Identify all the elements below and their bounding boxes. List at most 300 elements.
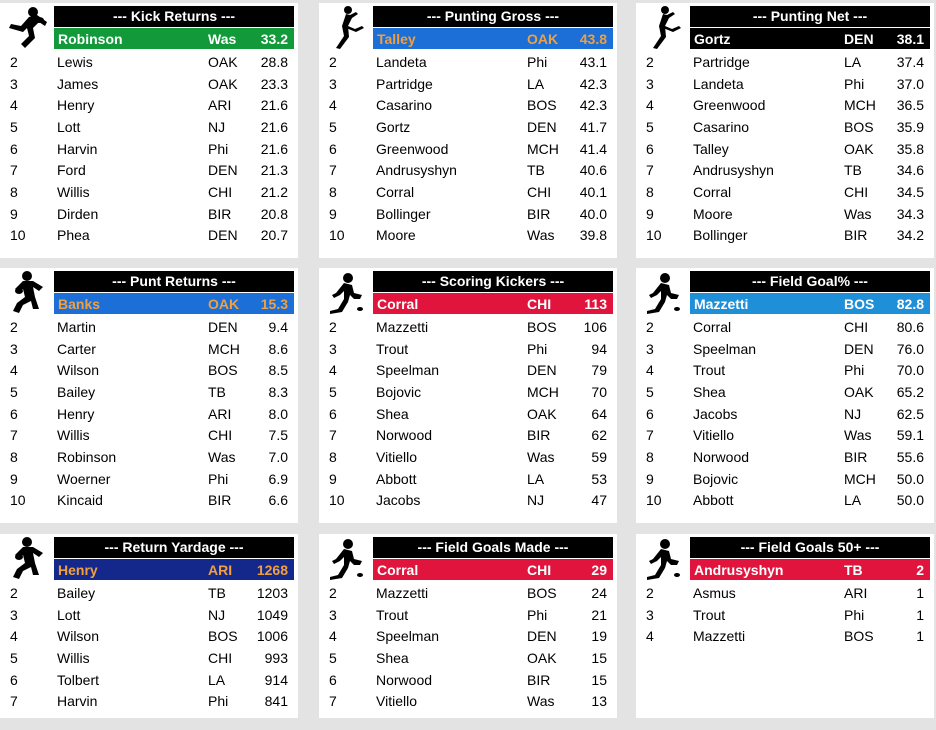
table-row	[319, 582, 617, 604]
team-cell: MCH	[527, 383, 559, 400]
rank-cell: 4	[329, 97, 337, 114]
table-row	[319, 338, 617, 360]
team-cell: BOS	[527, 584, 557, 601]
value-cell: 42.3	[579, 75, 607, 92]
value-cell: 20.7	[260, 227, 288, 244]
value-cell: 53	[591, 470, 607, 487]
value-cell: 37.4	[896, 53, 924, 70]
table-row	[636, 582, 934, 604]
table-row	[0, 138, 298, 160]
panel-header	[636, 534, 934, 582]
team-cell: Was	[844, 205, 872, 222]
value-cell: 41.7	[579, 118, 607, 135]
value-cell: 21.6	[260, 97, 288, 114]
value-cell: 21.3	[260, 162, 288, 179]
table-row	[319, 424, 617, 446]
name-cell: Moore	[693, 205, 733, 222]
name-cell: Casarino	[376, 97, 433, 114]
table-row	[319, 225, 617, 247]
value-cell: 1049	[256, 606, 288, 623]
value-cell: 47	[591, 492, 607, 509]
table-row	[0, 647, 298, 669]
team-cell: ARI	[208, 405, 232, 422]
value-cell: 64	[591, 405, 607, 422]
value-cell: 42.3	[579, 97, 607, 114]
name-cell: Lott	[57, 118, 81, 135]
table-row	[0, 203, 298, 225]
name-cell: James	[57, 75, 99, 92]
team-cell: DEN	[527, 628, 557, 645]
rank-cell: 2	[10, 584, 18, 601]
team-cell: TB	[844, 162, 862, 179]
table-row	[319, 73, 617, 95]
value-cell: 70.0	[896, 362, 924, 379]
rank-cell: 9	[646, 470, 654, 487]
table-row	[0, 424, 298, 446]
team-cell: Phi	[527, 53, 548, 70]
rank-cell: 10	[329, 492, 345, 509]
value-cell: 94	[591, 340, 607, 357]
team-cell: CHI	[208, 427, 233, 444]
name-cell: Shea	[693, 383, 726, 400]
rank-cell: 2	[10, 53, 18, 70]
leader-team: BOS	[844, 295, 875, 312]
leader-team: Was	[208, 30, 237, 47]
name-cell: Lott	[57, 606, 81, 623]
value-cell: 79	[591, 362, 607, 379]
rank-cell: 8	[329, 183, 337, 200]
rank-cell: 3	[329, 75, 337, 92]
rank-cell: 5	[329, 383, 337, 400]
team-cell: Phi	[844, 362, 865, 379]
team-cell: CHI	[844, 318, 869, 335]
panel-header	[319, 268, 617, 316]
table-row	[319, 316, 617, 338]
name-cell: Speelman	[376, 362, 440, 379]
value-cell: 1	[916, 584, 924, 601]
rank-cell: 7	[646, 162, 654, 179]
value-cell: 34.3	[896, 205, 924, 222]
table-row	[0, 403, 298, 425]
name-cell: Robinson	[57, 448, 117, 465]
team-cell: DEN	[208, 162, 238, 179]
value-cell: 106	[583, 318, 607, 335]
rank-cell: 5	[646, 118, 654, 135]
rank-cell: 5	[10, 118, 18, 135]
value-cell: 21.2	[260, 183, 288, 200]
value-cell: 9.4	[268, 318, 288, 335]
leader-value: 113	[584, 295, 607, 312]
leader-row	[54, 293, 294, 314]
rank-cell: 5	[329, 649, 337, 666]
team-cell: DEN	[208, 318, 238, 335]
team-cell: Was	[527, 448, 555, 465]
table-row	[636, 424, 934, 446]
stat-panel	[319, 268, 617, 523]
team-cell: Was	[208, 448, 236, 465]
name-cell: Jacobs	[693, 405, 738, 422]
leader-team: OAK	[527, 30, 559, 47]
name-cell: Bollinger	[693, 227, 748, 244]
placekicker-icon	[319, 534, 371, 582]
name-cell: Corral	[376, 183, 415, 200]
team-cell: OAK	[527, 405, 557, 422]
team-cell: Was	[527, 693, 555, 710]
leader-name: Andrusyshyn	[694, 561, 784, 578]
team-cell: LA	[844, 53, 862, 70]
team-cell: DEN	[844, 340, 874, 357]
value-cell: 8.0	[268, 405, 288, 422]
name-cell: Andrusyshyn	[376, 162, 457, 179]
name-cell: Speelman	[376, 628, 440, 645]
table-row	[0, 582, 298, 604]
rank-cell: 7	[329, 693, 337, 710]
leader-name: Mazzetti	[694, 295, 749, 312]
value-cell: 34.5	[896, 183, 924, 200]
rank-cell: 4	[10, 362, 18, 379]
rank-cell: 4	[10, 97, 18, 114]
team-cell: BOS	[527, 318, 557, 335]
value-cell: 1203	[256, 584, 288, 601]
value-cell: 40.1	[579, 183, 607, 200]
table-row	[319, 647, 617, 669]
table-row	[319, 94, 617, 116]
table-row	[636, 359, 934, 381]
rank-cell: 9	[10, 205, 18, 222]
stat-panel	[0, 3, 298, 258]
panel-header	[319, 534, 617, 582]
team-cell: MCH	[527, 140, 559, 157]
panel-title: --- Punting Net ---	[690, 6, 930, 27]
rank-cell: 4	[646, 362, 654, 379]
team-cell: OAK	[208, 75, 238, 92]
name-cell: Andrusyshyn	[693, 162, 774, 179]
team-cell: MCH	[844, 97, 876, 114]
value-cell: 8.5	[268, 362, 288, 379]
rank-cell: 9	[646, 205, 654, 222]
table-row	[319, 51, 617, 73]
rank-cell: 2	[329, 318, 337, 335]
value-cell: 39.8	[579, 227, 607, 244]
table-row	[636, 316, 934, 338]
value-cell: 914	[264, 671, 288, 688]
table-row	[0, 225, 298, 247]
value-cell: 23.3	[260, 75, 288, 92]
value-cell: 1	[916, 606, 924, 623]
kicker-icon	[319, 3, 371, 51]
value-cell: 6.6	[268, 492, 288, 509]
value-cell: 841	[264, 693, 288, 710]
value-cell: 1006	[256, 628, 288, 645]
name-cell: Mazzetti	[376, 584, 429, 601]
team-cell: CHI	[208, 183, 233, 200]
value-cell: 43.1	[579, 53, 607, 70]
table-row	[0, 468, 298, 490]
name-cell: Bailey	[57, 584, 96, 601]
team-cell: BIR	[527, 205, 551, 222]
table-row	[319, 669, 617, 691]
rank-cell: 3	[10, 75, 18, 92]
name-cell: Trout	[693, 606, 726, 623]
name-cell: Jacobs	[376, 492, 421, 509]
table-row	[0, 116, 298, 138]
table-row	[0, 490, 298, 512]
team-cell: NJ	[208, 606, 226, 623]
leader-value: 43.8	[579, 30, 607, 47]
name-cell: Trout	[693, 362, 726, 379]
value-cell: 80.6	[896, 318, 924, 335]
leader-row	[690, 559, 930, 580]
rank-cell: 2	[646, 584, 654, 601]
team-cell: OAK	[844, 383, 874, 400]
leader-value: 29	[591, 561, 607, 578]
table-row	[0, 625, 298, 647]
team-cell: LA	[527, 470, 545, 487]
rank-cell: 6	[329, 405, 337, 422]
value-cell: 7.5	[268, 427, 288, 444]
rank-cell: 2	[329, 53, 337, 70]
rank-cell: 8	[329, 448, 337, 465]
name-cell: Woerner	[57, 470, 111, 487]
table-row	[0, 316, 298, 338]
team-cell: OAK	[844, 140, 874, 157]
table-row	[636, 51, 934, 73]
team-cell: OAK	[208, 53, 238, 70]
stat-panel	[636, 3, 934, 258]
value-cell: 62.5	[896, 405, 924, 422]
rank-cell: 10	[10, 227, 26, 244]
rank-cell: 3	[10, 340, 18, 357]
leader-row	[373, 28, 613, 49]
rank-cell: 10	[646, 492, 662, 509]
name-cell: Moore	[376, 227, 416, 244]
team-cell: LA	[844, 492, 862, 509]
rank-cell: 9	[329, 205, 337, 222]
rank-cell: 8	[646, 183, 654, 200]
leader-team: TB	[844, 561, 863, 578]
team-cell: NJ	[527, 492, 545, 509]
team-cell: ARI	[208, 97, 232, 114]
leader-value: 38.1	[896, 30, 924, 47]
team-cell: Phi	[208, 693, 229, 710]
team-cell: Phi	[844, 606, 865, 623]
name-cell: Carter	[57, 340, 96, 357]
rank-cell: 5	[10, 649, 18, 666]
value-cell: 13	[591, 693, 607, 710]
name-cell: Norwood	[693, 448, 750, 465]
table-row	[636, 181, 934, 203]
name-cell: Vitiello	[376, 693, 417, 710]
rank-cell: 7	[10, 427, 18, 444]
leader-row	[373, 559, 613, 580]
rank-cell: 2	[329, 584, 337, 601]
table-row	[636, 468, 934, 490]
value-cell: 8.3	[268, 383, 288, 400]
leader-row	[54, 559, 294, 580]
name-cell: Gortz	[376, 118, 411, 135]
name-cell: Mazzetti	[693, 628, 746, 645]
name-cell: Mazzetti	[376, 318, 429, 335]
name-cell: Willis	[57, 183, 90, 200]
rank-cell: 9	[10, 470, 18, 487]
panel-header	[319, 3, 617, 51]
table-row	[636, 625, 934, 647]
team-cell: BOS	[844, 118, 874, 135]
value-cell: 40.0	[579, 205, 607, 222]
kicker-icon	[636, 3, 688, 51]
name-cell: Vitiello	[693, 427, 734, 444]
rank-cell: 6	[10, 671, 18, 688]
name-cell: Partridge	[376, 75, 433, 92]
panel-header	[636, 3, 934, 51]
team-cell: LA	[208, 671, 226, 688]
name-cell: Harvin	[57, 140, 98, 157]
table-row	[0, 690, 298, 712]
rank-cell: 6	[329, 671, 337, 688]
panel-title: --- Field Goals 50+ ---	[690, 537, 930, 558]
team-cell: TB	[527, 162, 545, 179]
leader-name: Robinson	[58, 30, 123, 47]
team-cell: BIR	[208, 205, 232, 222]
name-cell: Henry	[57, 97, 95, 114]
team-cell: DEN	[527, 362, 557, 379]
name-cell: Trout	[376, 340, 409, 357]
table-row	[0, 381, 298, 403]
team-cell: BIR	[527, 671, 551, 688]
table-row	[319, 625, 617, 647]
table-row	[319, 690, 617, 712]
name-cell: Asmus	[693, 584, 736, 601]
panel-header	[0, 268, 298, 316]
name-cell: Bojovic	[693, 470, 739, 487]
table-row	[636, 446, 934, 468]
name-cell: Norwood	[376, 427, 433, 444]
team-cell: BOS	[208, 628, 238, 645]
value-cell: 55.6	[896, 448, 924, 465]
value-cell: 35.8	[896, 140, 924, 157]
team-cell: CHI	[208, 649, 233, 666]
rank-cell: 3	[329, 606, 337, 623]
value-cell: 21.6	[260, 118, 288, 135]
name-cell: Corral	[693, 318, 732, 335]
stat-panel	[0, 534, 298, 718]
rank-cell: 6	[646, 405, 654, 422]
table-row	[319, 604, 617, 626]
panel-title: --- Kick Returns ---	[54, 6, 294, 27]
name-cell: Corral	[693, 183, 732, 200]
team-cell: LA	[527, 75, 545, 92]
name-cell: Casarino	[693, 118, 750, 135]
table-row	[319, 468, 617, 490]
team-cell: MCH	[844, 470, 876, 487]
panel-title: --- Punting Gross ---	[373, 6, 613, 27]
rank-cell: 3	[646, 75, 654, 92]
rank-cell: 8	[646, 448, 654, 465]
leader-row	[54, 28, 294, 49]
rank-cell: 9	[329, 470, 337, 487]
value-cell: 70	[591, 383, 607, 400]
panel-title: --- Punt Returns ---	[54, 271, 294, 292]
leader-value: 1268	[256, 561, 288, 578]
table-row	[0, 669, 298, 691]
table-row	[0, 359, 298, 381]
name-cell: Tolbert	[57, 671, 100, 688]
rank-cell: 8	[10, 183, 18, 200]
rank-cell: 4	[646, 628, 654, 645]
rank-cell: 3	[10, 606, 18, 623]
returner-icon	[0, 534, 52, 582]
table-row	[636, 225, 934, 247]
table-row	[319, 138, 617, 160]
name-cell: Bailey	[57, 383, 96, 400]
leader-team: DEN	[844, 30, 874, 47]
table-row	[636, 403, 934, 425]
panel-title: --- Field Goal% ---	[690, 271, 930, 292]
value-cell: 34.2	[896, 227, 924, 244]
rank-cell: 10	[646, 227, 662, 244]
name-cell: Phea	[57, 227, 90, 244]
table-row	[319, 203, 617, 225]
table-row	[0, 338, 298, 360]
name-cell: Kincaid	[57, 492, 103, 509]
stat-panel	[636, 268, 934, 523]
rank-cell: 5	[646, 383, 654, 400]
value-cell: 76.0	[896, 340, 924, 357]
stat-panel	[636, 534, 934, 718]
name-cell: Shea	[376, 649, 409, 666]
table-row	[319, 359, 617, 381]
name-cell: Abbott	[376, 470, 417, 487]
value-cell: 8.6	[268, 340, 288, 357]
table-row	[0, 446, 298, 468]
rank-cell: 4	[329, 628, 337, 645]
value-cell: 15	[591, 671, 607, 688]
rank-cell: 7	[10, 693, 18, 710]
table-row	[636, 604, 934, 626]
leader-value: 33.2	[260, 30, 288, 47]
name-cell: Landeta	[376, 53, 427, 70]
team-cell: CHI	[844, 183, 869, 200]
rank-cell: 3	[646, 340, 654, 357]
table-row	[0, 73, 298, 95]
name-cell: Wilson	[57, 628, 100, 645]
panel-header	[0, 3, 298, 51]
leader-name: Henry	[58, 561, 98, 578]
rank-cell: 6	[10, 140, 18, 157]
leader-name: Banks	[58, 295, 101, 312]
placekicker-icon	[319, 268, 371, 316]
value-cell: 50.0	[896, 492, 924, 509]
table-row	[636, 338, 934, 360]
name-cell: Shea	[376, 405, 409, 422]
name-cell: Martin	[57, 318, 96, 335]
table-row	[0, 159, 298, 181]
rank-cell: 4	[10, 628, 18, 645]
team-cell: BIR	[844, 227, 868, 244]
table-row	[636, 203, 934, 225]
name-cell: Abbott	[693, 492, 734, 509]
team-cell: BIR	[844, 448, 868, 465]
value-cell: 59.1	[896, 427, 924, 444]
value-cell: 15	[591, 649, 607, 666]
rank-cell: 4	[329, 362, 337, 379]
name-cell: Wilson	[57, 362, 100, 379]
rank-cell: 2	[646, 318, 654, 335]
panel-title: --- Scoring Kickers ---	[373, 271, 613, 292]
panel-header	[636, 268, 934, 316]
value-cell: 65.2	[896, 383, 924, 400]
name-cell: Talley	[693, 140, 729, 157]
